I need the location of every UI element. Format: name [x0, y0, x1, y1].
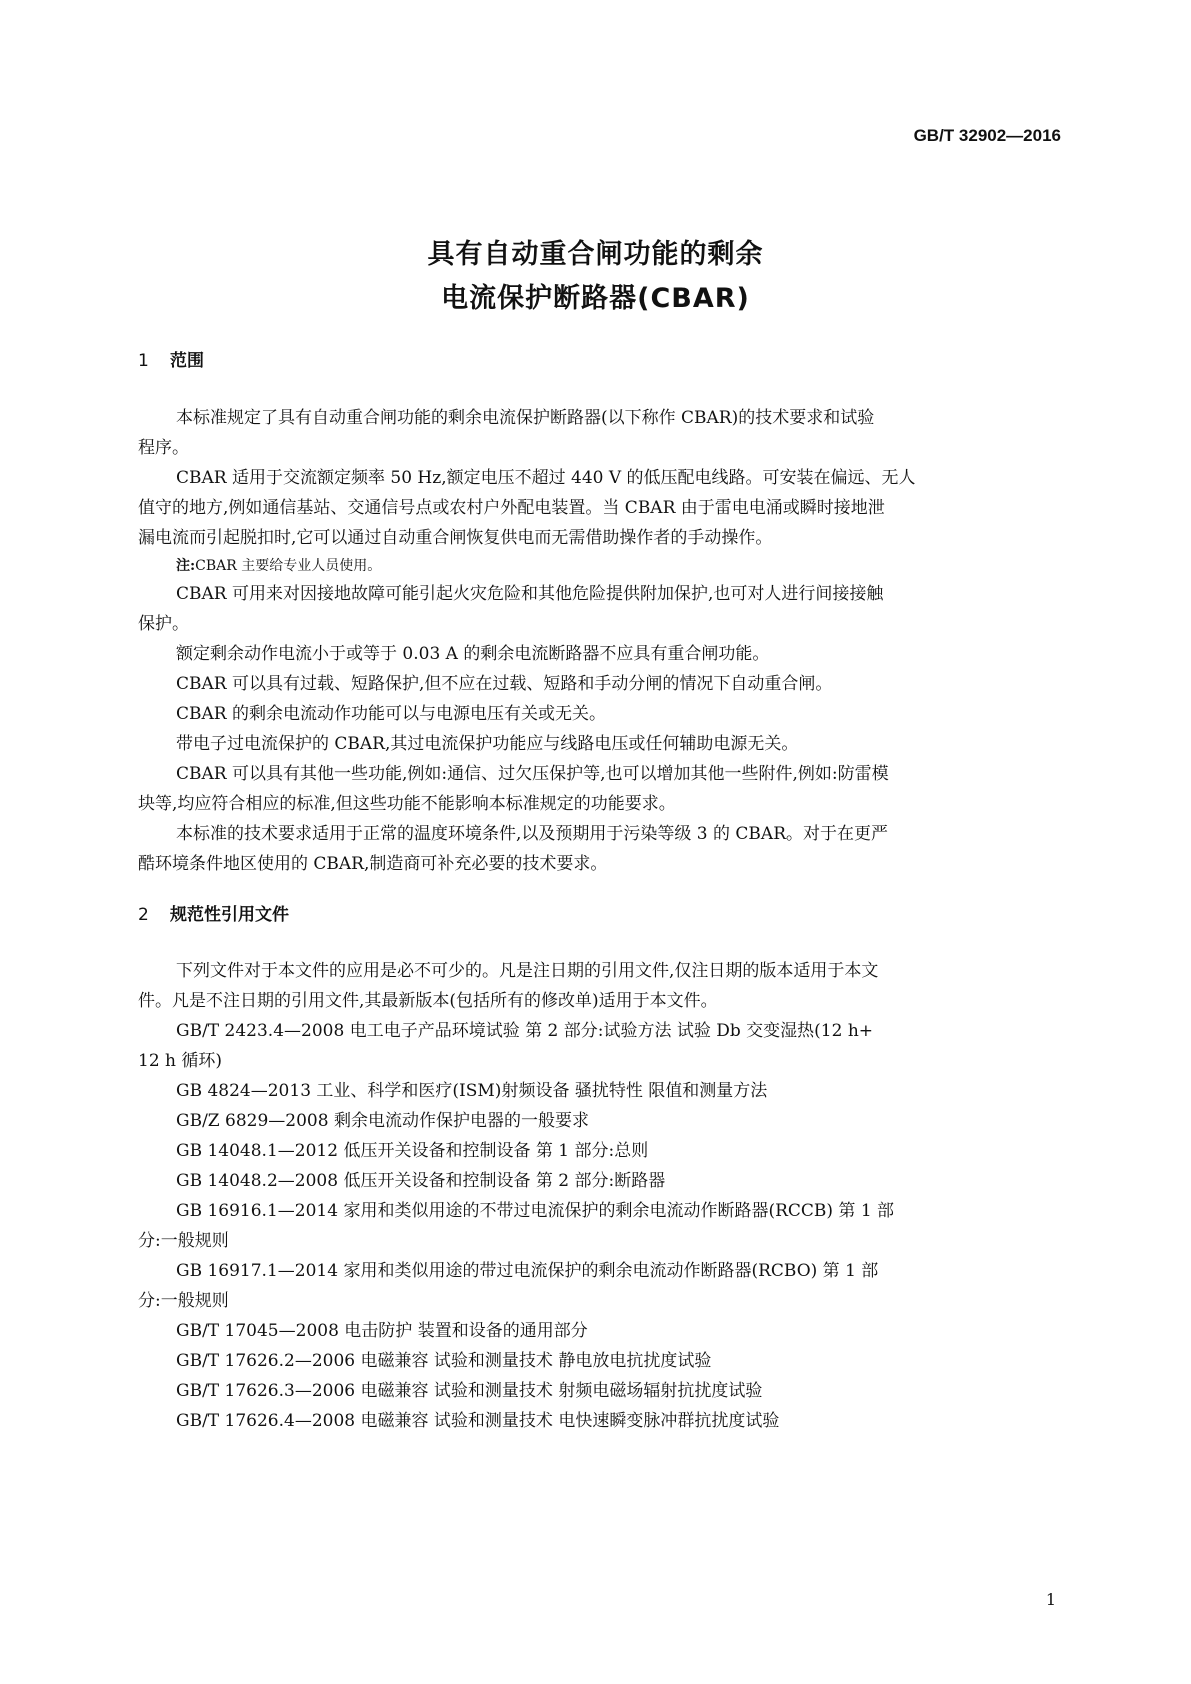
- reference-entry: GB/Z 6829—2008 剩余电流动作保护电器的一般要求: [176, 1111, 589, 1131]
- paragraph-line: 值守的地方,例如通信基站、交通信号点或农村户外配电装置。当 CBAR 由于雷电电涌或瞬时接地泄: [138, 498, 885, 518]
- reference-entry-continuation: 12 h 循环): [138, 1051, 223, 1071]
- paragraph-line: 酷环境条件地区使用的 CBAR,制造商可补充必要的技术要求。: [138, 854, 608, 874]
- reference-entry: GB/T 17626.3—2006 电磁兼容 试验和测量技术 射频电磁场辐射抗扰度试验: [176, 1381, 763, 1401]
- reference-entry: GB 14048.2—2008 低压开关设备和控制设备 第 2 部分:断路器: [176, 1171, 666, 1191]
- paragraph-line: 保护。: [138, 614, 189, 634]
- paragraph-line: 件。凡是不注日期的引用文件,其最新版本(包括所有的修改单)适用于本文件。: [138, 991, 718, 1011]
- reference-entry: GB 4824—2013 工业、科学和医疗(ISM)射频设备 骚扰特性 限值和测量方法: [176, 1081, 768, 1101]
- paragraph-line: 本标准的技术要求适用于正常的温度环境条件,以及预期用于污染等级 3 的 CBAR。对于在更严: [176, 824, 889, 844]
- paragraph-line: 下列文件对于本文件的应用是必不可少的。凡是注日期的引用文件,仅注日期的版本适用于本文: [176, 961, 879, 981]
- section-1-body: [138, 403, 1053, 879]
- paragraph-line: CBAR 适用于交流额定频率 50 Hz,额定电压不超过 440 V 的低压配电线路。可安装在偏远、无人: [176, 468, 916, 488]
- paragraph-line: 本标准规定了具有自动重合闸功能的剩余电流保护断路器(以下称作 CBAR)的技术要求和试验: [176, 408, 875, 428]
- reference-entry-continuation: 分:一般规则: [138, 1291, 229, 1311]
- paragraph-line: 块等,均应符合相应的标准,但这些功能不能影响本标准规定的功能要求。: [138, 794, 676, 814]
- paragraph-line: 漏电流而引起脱扣时,它可以通过自动重合闸恢复供电而无需借助操作者的手动操作。: [138, 528, 773, 548]
- reference-list: [138, 1016, 1053, 1436]
- reference-entry: GB 16917.1—2014 家用和类似用途的带过电流保护的剩余电流动作断路器(RCBO) 第 1 部: [176, 1261, 879, 1281]
- reference-entry: GB/T 2423.4—2008 电工电子产品环境试验 第 2 部分:试验方法 试验 Db 交变湿热(12 h+: [176, 1021, 874, 1041]
- note: [138, 553, 1053, 579]
- note-text: CBAR 主要给专业人员使用。: [195, 558, 382, 574]
- section-number: 1: [138, 351, 149, 371]
- reference-entry: GB/T 17626.2—2006 电磁兼容 试验和测量技术 静电放电抗扰度试验: [176, 1351, 712, 1371]
- paragraph-line: 额定剩余动作电流小于或等于 0.03 A 的剩余电流断路器不应具有重合闸功能。: [176, 644, 770, 664]
- paragraph-line: CBAR 可以具有其他一些功能,例如:通信、过欠压保护等,也可以增加其他一些附件,例如:防雷模: [176, 764, 889, 784]
- section-number: 2: [138, 905, 149, 925]
- reference-entry-continuation: 分:一般规则: [138, 1231, 229, 1251]
- standard-code: GB/T 32902—2016: [913, 126, 1061, 145]
- paragraph-line: 带电子过电流保护的 CBAR,其过电流保护功能应与线路电压或任何辅助电源无关。: [176, 734, 799, 754]
- document-title-line-1: 具有自动重合闸功能的剩余: [427, 239, 764, 270]
- paragraph-line: CBAR 的剩余电流动作功能可以与电源电压有关或无关。: [176, 704, 606, 724]
- paragraph-line: CBAR 可用来对因接地故障可能引起火灾危险和其他危险提供附加保护,也可对人进行间接接触: [176, 584, 884, 604]
- section-2-heading: [138, 900, 289, 925]
- section-title: 范围: [170, 351, 204, 371]
- document-title-line-2: 电流保护断路器(CBAR): [441, 283, 750, 314]
- reference-entry: GB/T 17626.4—2008 电磁兼容 试验和测量技术 电快速瞬变脉冲群抗扰度试验: [176, 1411, 780, 1431]
- reference-entry: GB/T 17045—2008 电击防护 装置和设备的通用部分: [176, 1321, 588, 1341]
- page-number: 1: [1045, 1590, 1056, 1609]
- reference-entry: GB 14048.1—2012 低压开关设备和控制设备 第 1 部分:总则: [176, 1141, 649, 1161]
- paragraph-line: CBAR 可以具有过载、短路保护,但不应在过载、短路和手动分闸的情况下自动重合闸。: [176, 674, 833, 694]
- section-1-heading: [138, 346, 204, 371]
- paragraph-line: 程序。: [138, 438, 189, 458]
- reference-entry: GB 16916.1—2014 家用和类似用途的不带过电流保护的剩余电流动作断路器(RCCB) 第 1 部: [176, 1201, 895, 1221]
- section-2-body: [138, 956, 1053, 1436]
- section-title: 规范性引用文件: [170, 905, 289, 925]
- note-label: 注:: [176, 558, 196, 574]
